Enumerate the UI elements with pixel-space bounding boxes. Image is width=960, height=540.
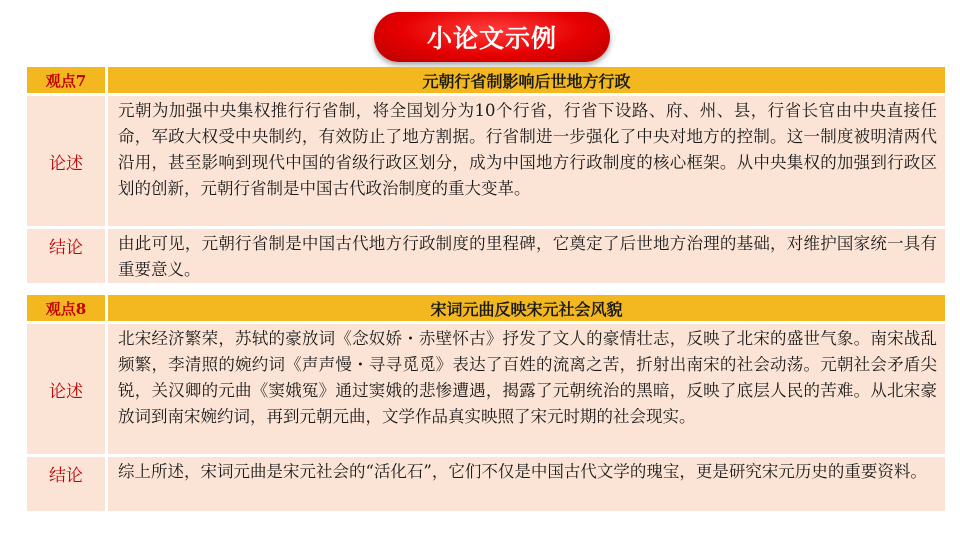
viewpoint-label: 观点8	[27, 295, 105, 321]
conclusion-text: 由此可见，元朝行省制是中国古代地方行政制度的里程碑，它奠定了后世地方治理的基础，对维护国家统一具有重要意义。	[108, 229, 945, 283]
conclusion-row	[27, 457, 945, 511]
page-title: 小论文示例	[374, 12, 610, 62]
viewpoint-heading: 宋词元曲反映宋元社会风貌	[108, 295, 945, 321]
viewpoint-heading: 元朝行省制影响后世地方行政	[108, 67, 945, 93]
argument-text: 元朝为加强中央集权推行行省制，将全国划分为10个行省，行省下设路、府、州、县，行省长官由中央直接任命，军政大权受中央制约，有效防止了地方割据。行省制进一步强化了中央对地方的控制。这一制度被明清两代沿用，甚至影响到现代中国的省级行政区划分，成为中国地方行政制度的核心框架。从中央集权的加强到行政区划的创新，元朝行省制是中国古代政治制度的重大变革。	[108, 96, 945, 226]
conclusion-label: 结论	[27, 457, 105, 511]
viewpoint-8-table	[27, 295, 945, 511]
conclusion-label: 结论	[27, 229, 105, 283]
viewpoint-7-table	[27, 67, 945, 283]
conclusion-row	[27, 229, 945, 283]
argument-row	[27, 324, 945, 454]
argument-label: 论述	[27, 324, 105, 454]
conclusion-text: 综上所述，宋词元曲是宋元社会的“活化石”，它们不仅是中国古代文学的瑰宝，更是研究宋元历史的重要资料。	[108, 457, 945, 511]
argument-label: 论述	[27, 96, 105, 226]
argument-text: 北宋经济繁荣，苏轼的豪放词《念奴娇・赤壁怀古》抒发了文人的豪情壮志，反映了北宋的盛世气象。南宋战乱频繁，李清照的婉约词《声声慢・寻寻觅觅》表达了百姓的流离之苦，折射出南宋的社会动荡。元朝社会矛盾尖锐，关汉卿的元曲《窦娥冤》通过窦娥的悲惨遭遇，揭露了元朝统治的黑暗，反映了底层人民的苦难。从北宋豪放词到南宋婉约词，再到元朝元曲，文学作品真实映照了宋元时期的社会现实。	[108, 324, 945, 454]
viewpoint-header	[27, 67, 945, 93]
argument-row	[27, 96, 945, 226]
viewpoint-label: 观点7	[27, 67, 105, 93]
viewpoint-header	[27, 295, 945, 321]
